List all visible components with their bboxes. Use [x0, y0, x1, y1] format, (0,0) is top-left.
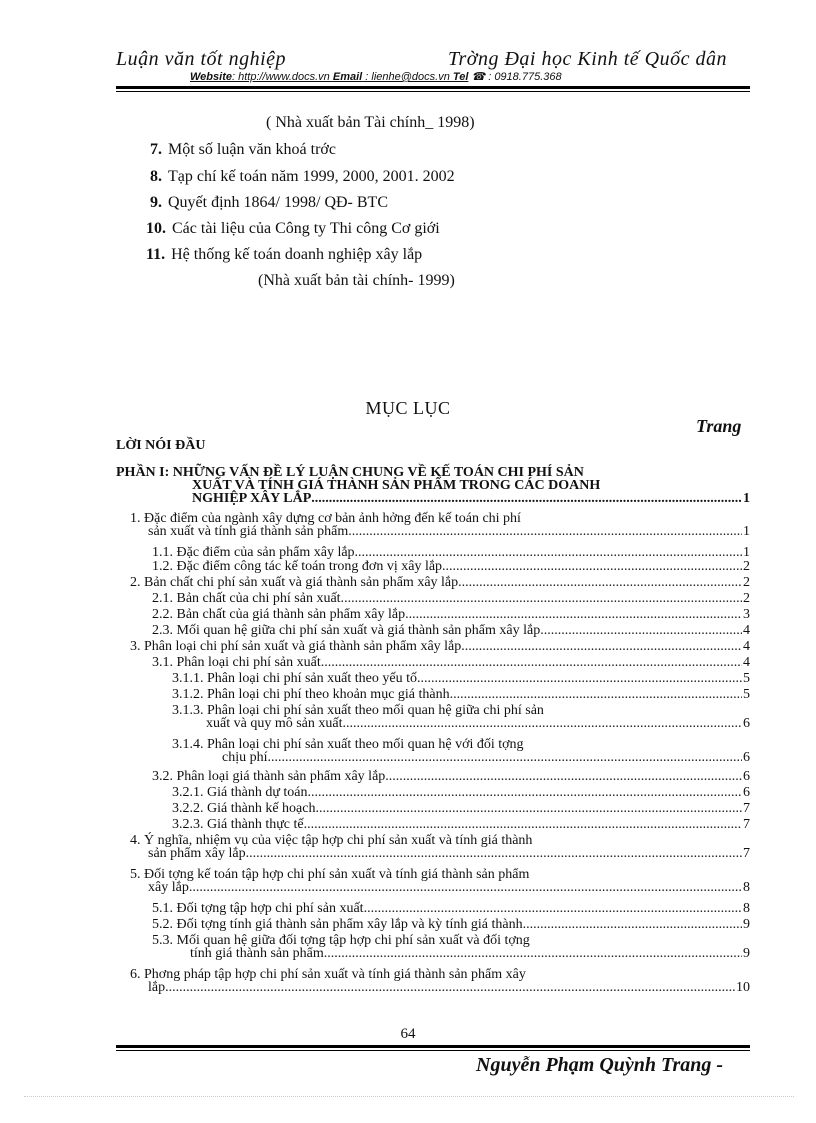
- toc-entry-page: 9: [743, 917, 750, 932]
- toc-entry-page: 6: [743, 769, 750, 784]
- reference-number: 10.: [146, 220, 166, 237]
- toc-entry-page: 2: [743, 591, 750, 606]
- toc-entry[interactable]: [152, 546, 750, 559]
- toc-leader-dots: [311, 492, 742, 505]
- toc-leader-dots: [308, 786, 742, 799]
- toc-entry[interactable]: [130, 968, 750, 994]
- toc-entry[interactable]: [130, 834, 750, 860]
- toc-leader-dots: [192, 881, 742, 894]
- toc-entry-page: 6: [743, 785, 750, 800]
- header-title-right: Trờng Đại học Kinh tế Quốc dân: [448, 48, 728, 70]
- toc-intro-heading: LỜI NÓI ĐẦU: [116, 438, 206, 453]
- footer-rule-thick: [116, 1045, 750, 1048]
- toc-leader-dots: [389, 770, 742, 783]
- page-number: 64: [400, 1026, 416, 1042]
- reference-item: [150, 194, 388, 212]
- header-contact-line: [190, 70, 562, 83]
- toc-entry[interactable]: [172, 786, 750, 799]
- toc-entry-text: 4. Ý nghĩa, nhiệm vụ của việc tập hợp chi phí sản xuất và tính giá thành: [130, 833, 533, 848]
- toc-entry-text: 5.1. Đối tợng tập hợp chi phí sản xuất: [152, 901, 364, 916]
- reference-text: ( Nhà xuất bản Tài chính_ 1998): [266, 114, 475, 131]
- toc-entry-text: 3.1. Phân loại chi phí sản xuất.: [152, 655, 325, 670]
- bottom-dotted-divider: [24, 1096, 794, 1097]
- toc-entry[interactable]: [172, 802, 750, 815]
- toc-entry-text: 5.2. Đối tợng tính giá thành sản phẩm xây lắp và kỳ tính giá thành.: [152, 917, 527, 932]
- toc-entry-text: 2.2. Bản chất của giá thành sản phẩm xây lắp.: [152, 607, 409, 622]
- toc-leader-dots: [526, 918, 742, 931]
- toc-entry[interactable]: [152, 902, 750, 915]
- toc-leader-dots: [358, 546, 742, 559]
- toc-entry-text: 3.2.1. Giá thành dự toán: [172, 785, 308, 800]
- reference-text: Một số luận văn khoá trớc: [168, 141, 336, 158]
- toc-entry-text: 2.3. Mối quan hệ giữa chi phí sản xuất và giá thành sản phẩm xây lắp.: [152, 623, 544, 638]
- reference-item: [266, 114, 475, 132]
- toc-leader-dots: [544, 624, 742, 637]
- email-value[interactable]: : lienhe@docs.vn: [362, 71, 453, 83]
- reference-item: [258, 272, 455, 290]
- toc-entry-page: 4: [743, 623, 750, 638]
- toc-entry-text: chịu phí: [222, 750, 268, 765]
- toc-entry-text: 3.1.4. Phân loại chi phí sản xuất theo mối quan hệ với đối tợng: [172, 737, 524, 752]
- tel-label: Tel: [452, 71, 469, 83]
- toc-entry-page: 3: [743, 607, 750, 622]
- tel-value: ☎ : 0918.775.368: [468, 71, 562, 83]
- reference-text: Quyết định 1864/ 1998/ QĐ- BTC: [168, 194, 388, 211]
- reference-item: [146, 246, 422, 264]
- toc-entry[interactable]: [152, 624, 750, 637]
- toc-entry[interactable]: [130, 512, 750, 538]
- toc-entry[interactable]: [130, 576, 750, 589]
- toc-leader-dots: [268, 751, 743, 764]
- toc-entry[interactable]: [152, 656, 750, 669]
- toc-entry-page: 2: [743, 559, 750, 574]
- header-rule-thick: [116, 86, 750, 89]
- toc-entry-text: tính giá thành sản phẩm.: [190, 946, 328, 961]
- toc-entry-text: sản phẩm xây lắp.: [148, 846, 250, 861]
- toc-entry[interactable]: [152, 934, 750, 960]
- toc-leader-dots: [364, 902, 742, 915]
- toc-entry-page: 4: [743, 639, 750, 654]
- toc-leader-dots: [346, 717, 742, 730]
- toc-leader-dots: [169, 981, 735, 994]
- header-rule-thin: [116, 91, 750, 92]
- toc-entry-text: 1.2. Đặc điểm công tác kế toán trong đơn vị xây lắp.: [152, 559, 446, 574]
- toc-leader-dots: [324, 656, 742, 669]
- toc-entry-page: 1: [743, 491, 750, 506]
- toc-entry[interactable]: [130, 640, 750, 653]
- toc-entry[interactable]: [130, 868, 750, 894]
- toc-entry-text: 2.1. Bản chất của chi phí sản xuất.: [152, 591, 345, 606]
- toc-entry-text: xuất và quy mô sản xuất.: [206, 716, 346, 731]
- toc-entry[interactable]: [152, 918, 750, 931]
- reference-text: Tạp chí kế toán năm 1999, 2000, 2001. 2002: [168, 168, 455, 185]
- toc-entry-text: 3.1.1. Phân loại chi phí sản xuất theo yếu tố.: [172, 671, 421, 686]
- toc-leader-dots: [249, 847, 742, 860]
- footer-author: Nguyễn Phạm Quỳnh Trang -: [476, 1054, 724, 1076]
- reference-text: Các tài liệu của Công ty Thi công Cơ giới: [172, 220, 440, 237]
- toc-entry-page: 7: [743, 817, 750, 832]
- toc-leader-dots: [409, 608, 742, 621]
- toc-leader-dots: [327, 947, 742, 960]
- footer-rule-thin: [116, 1050, 750, 1051]
- toc-leader-dots: [453, 688, 742, 701]
- toc-entry[interactable]: [152, 770, 750, 783]
- toc-entry-page: 8: [743, 880, 750, 895]
- toc-entry[interactable]: [152, 560, 750, 573]
- toc-entry-text: 3.2.2. Giá thành kế hoạch.: [172, 801, 319, 816]
- toc-leader-dots: [446, 560, 742, 573]
- toc-entry-page: 7: [743, 801, 750, 816]
- toc-entry[interactable]: [172, 818, 750, 831]
- toc-entry[interactable]: [116, 466, 750, 505]
- reference-text: (Nhà xuất bản tài chính- 1999): [258, 272, 455, 289]
- toc-leader-dots: [465, 640, 742, 653]
- toc-entry-page: 1: [743, 524, 750, 539]
- toc-entry-page: 10: [736, 980, 750, 995]
- toc-entry-text: 1. Đặc điểm của ngành xây dựng cơ bản ảnh hởng đến kế toán chi phí: [130, 511, 521, 526]
- reference-number: 8.: [150, 168, 162, 185]
- toc-entry[interactable]: [172, 738, 750, 764]
- toc-leader-dots: [462, 576, 742, 589]
- toc-entry-text: PHẦN I: NHỮNG VẤN ĐỀ LÝ LUẬN CHUNG VỀ KẾ TOÁN CHI PHÍ SẢN: [116, 465, 584, 480]
- toc-title: MỤC LỤC: [365, 398, 451, 418]
- toc-entry[interactable]: [172, 704, 750, 730]
- website-label: Website: [190, 71, 232, 83]
- toc-entry-page: 5: [743, 671, 750, 686]
- toc-entry-page: 2: [743, 575, 750, 590]
- toc-entry-page: 6: [743, 716, 750, 731]
- toc-entry[interactable]: [152, 592, 750, 605]
- toc-entry[interactable]: [152, 608, 750, 621]
- toc-entry-text: 5. Đối tợng kế toán tập hợp chi phí sản xuất và tính giá thành sản phẩm: [130, 867, 530, 882]
- reference-item: [146, 220, 440, 238]
- toc-entry-text: 3.1.2. Phân loại chi phí theo khoản mục giá thành.: [172, 687, 454, 702]
- toc-entry-page: 7: [743, 846, 750, 861]
- toc-leader-dots: [420, 672, 742, 685]
- reference-number: 9.: [150, 194, 162, 211]
- toc-leader-dots: [304, 818, 742, 831]
- toc-entry-page: 1: [743, 545, 750, 560]
- toc-entry-page: 8: [743, 901, 750, 916]
- email-label: Email: [332, 71, 363, 83]
- website-url[interactable]: : http://www.docs.vn: [231, 71, 333, 83]
- reference-item: [150, 168, 455, 186]
- reference-number: 11.: [146, 246, 166, 263]
- reference-item: [150, 141, 336, 159]
- toc-leader-dots: [319, 802, 742, 815]
- toc-entry-page: 6: [743, 750, 750, 765]
- toc-entry-text: XUẤT VÀ TÍNH GIÁ THÀNH SẢN PHẨM TRONG CÁC DOANH: [192, 478, 601, 493]
- toc-entry-text: 3.2. Phân loại giá thành sản phẩm xây lắp.: [152, 769, 389, 784]
- reference-number: 7.: [150, 141, 162, 158]
- toc-leader-dots: [344, 592, 742, 605]
- toc-entry-text: 6. Phơng pháp tập hợp chi phí sản xuất và tính giá thành sản phẩm xây: [130, 967, 526, 982]
- toc-entry-text: NGHIỆP XÂY LẮP: [192, 491, 312, 506]
- toc-entry-text: 5.3. Mối quan hệ giữa đối tợng tập hợp chi phí sản xuất và đối tợng: [152, 933, 530, 948]
- toc-entry-text: 3.1.3. Phân loại chi phí sản xuất theo mối quan hệ giữa chi phí sản: [172, 703, 544, 718]
- toc-entry-page: 9: [743, 946, 750, 961]
- toc-entry-text: 3. Phân loại chi phí sản xuất và giá thành sản phẩm xây lắp.: [130, 639, 465, 654]
- toc-entry-text: sản xuất và tính giá thành sản phẩm.: [148, 524, 352, 539]
- toc-entry-page: 4: [743, 655, 750, 670]
- reference-text: Hệ thống kế toán doanh nghiệp xây lắp: [171, 246, 423, 263]
- header-title-left: Luận văn tốt nghiệp: [116, 48, 287, 70]
- toc-entry-text: 1.1. Đặc điểm của sản phẩm xây lắp.: [152, 545, 359, 560]
- toc-leader-dots: [352, 525, 742, 538]
- toc-entry-text: lắp.: [148, 980, 169, 995]
- toc-entry[interactable]: [172, 688, 750, 701]
- toc-page-label: Trang: [696, 416, 742, 436]
- toc-entry-text: xây lắp.: [148, 880, 193, 895]
- toc-entry-text: 3.2.3. Giá thành thực tế: [172, 817, 304, 832]
- toc-entry-page: 5: [743, 687, 750, 702]
- toc-entry-text: 2. Bản chất chi phí sản xuất và giá thành sản phẩm xây lắp.: [130, 575, 462, 590]
- toc-entry[interactable]: [172, 672, 750, 685]
